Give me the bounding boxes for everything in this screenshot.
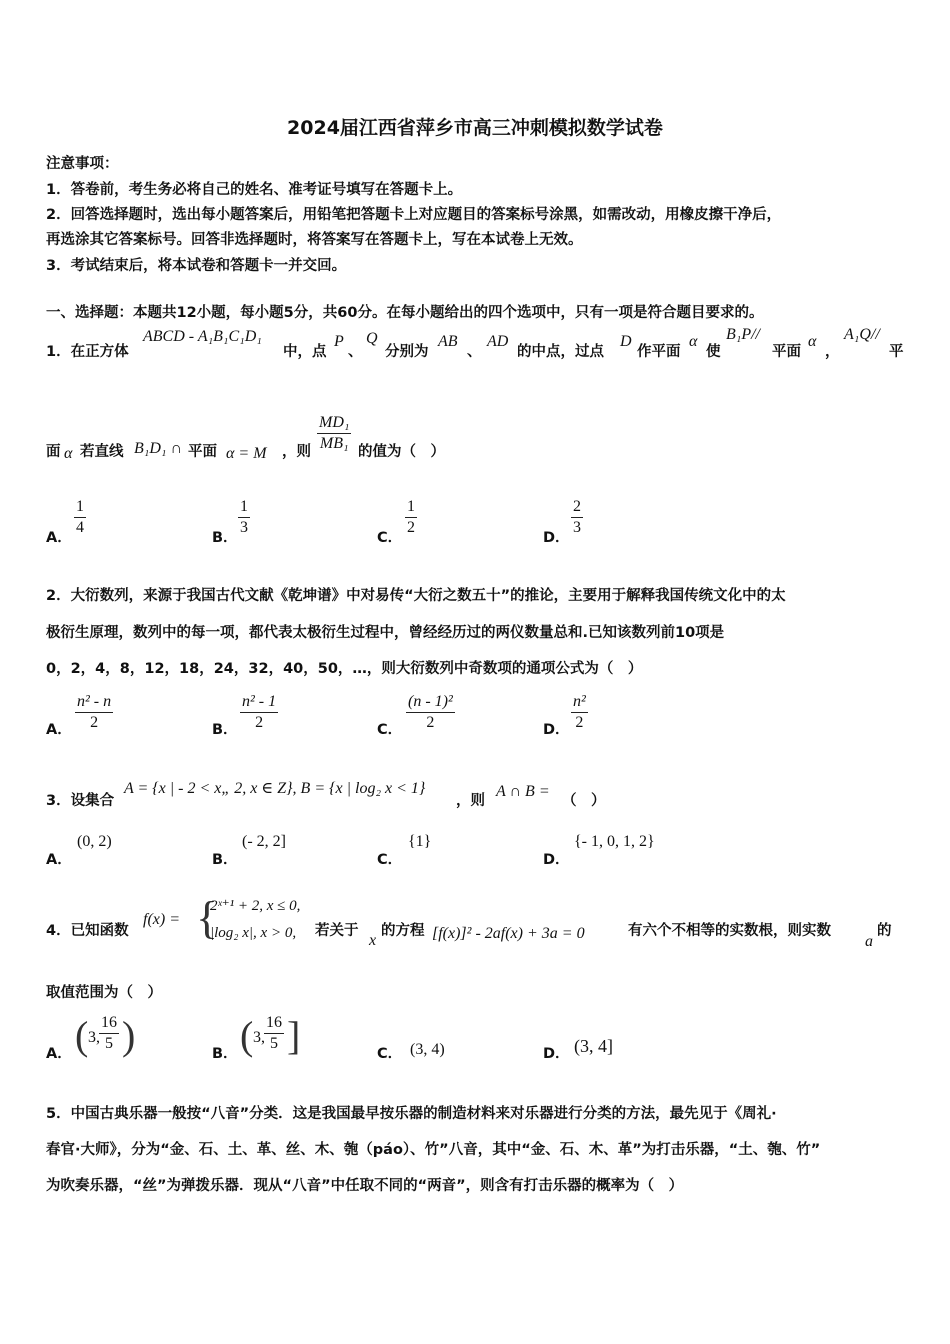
option-fraction — [264, 1013, 284, 1054]
page-title: 2024届江西省萍乡市高三冲刺模拟数学试卷 — [287, 117, 663, 139]
q1-text: 使 — [706, 344, 721, 360]
q4-text: 4．已知函数 — [46, 923, 129, 939]
q1-math: Q — [366, 330, 378, 347]
option-label: C． — [377, 1046, 403, 1062]
option-label: C． — [377, 852, 403, 868]
q3-math: A = {x | - 2 < x„ 2, x ∈ Z}, B = {x | log₂ x < 1} — [124, 780, 426, 797]
q4-case: |log₂ x|, x > 0, — [210, 925, 297, 941]
fraction-numerator: (n - 1)² — [406, 692, 455, 713]
fraction-denominator: 3 — [240, 519, 248, 536]
q1-text: 的值为（ ） — [358, 444, 445, 460]
q1-math: α — [808, 333, 817, 350]
option-label: A． — [46, 722, 72, 738]
q1-text: 平面 — [772, 344, 801, 360]
option-fraction — [240, 692, 278, 733]
option-interval-start: 3, — [253, 1029, 265, 1046]
notice-item: 3．考试结束后，将本试卷和答题卡一并交回。 — [46, 258, 347, 274]
q1-math: AB — [438, 333, 458, 350]
option-label: D． — [543, 530, 570, 546]
notice-item: 1．答卷前，考生务必将自己的姓名、准考证号填写在答题卡上。 — [46, 182, 463, 198]
q1-text: 作平面 — [637, 344, 681, 360]
q4-math: f(x) = — [143, 911, 180, 928]
q2-text: 2．大衍数列，来源于我国古代文献《乾坤谱》中对易传“大衍之数五十”的推论，主要用于解释我国传统文化中的太 — [46, 588, 786, 604]
option-label: D． — [543, 722, 570, 738]
q1-math: α = M — [226, 445, 267, 462]
q1-text: 面 — [46, 444, 61, 460]
option-fraction — [571, 692, 588, 733]
fraction-denominator: 2 — [575, 714, 584, 731]
fraction-denominator: 2 — [255, 714, 264, 731]
fraction-denominator: 2 — [90, 714, 99, 731]
fraction-denominator: MB₁ — [319, 435, 349, 452]
option-label: B． — [212, 530, 238, 546]
q1-text: 、 — [467, 344, 482, 360]
q1-math: α — [689, 333, 698, 350]
q1-text: 分别为 — [385, 344, 429, 360]
q1-math: B₁D₁ ∩ — [134, 440, 183, 457]
q1-text: 、 — [348, 344, 363, 360]
q1-text: 的中点，过点 — [517, 344, 604, 360]
option-fraction — [405, 497, 417, 538]
option-label: C． — [377, 530, 403, 546]
option-fraction — [571, 497, 583, 538]
fraction-numerator: MD₁ — [317, 413, 351, 434]
option-fraction — [99, 1013, 119, 1054]
option-label: B． — [212, 722, 238, 738]
fraction-denominator: 4 — [76, 519, 84, 536]
q3-text: ，则 — [456, 793, 485, 809]
left-paren: ( — [75, 1013, 89, 1058]
q1-ratio-fraction — [317, 413, 351, 454]
q4-text: 的 — [877, 923, 892, 939]
option-label: D． — [543, 1046, 570, 1062]
q3-text: 3．设集合 — [46, 793, 115, 809]
section-heading: 一、选择题：本题共12小题，每小题5分，共60分。在每小题给出的四个选项中，只有一项是符合题目要求的。 — [46, 305, 764, 321]
q1-text: 平 — [889, 344, 904, 360]
option-value: (3, 4] — [574, 1036, 613, 1056]
q1-text: 中，点 — [283, 344, 327, 360]
q4-math: [f(x)]² - 2af(x) + 3a = 0 — [432, 925, 585, 942]
option-label: A． — [46, 852, 72, 868]
option-value: (3, 4) — [410, 1041, 445, 1058]
fraction-denominator: 2 — [407, 519, 415, 536]
right-bracket: ] — [287, 1013, 301, 1058]
q1-math: A₁Q// — [844, 326, 880, 343]
piecewise-brace: { — [196, 892, 219, 943]
q1-math: B₁P// — [726, 326, 760, 343]
q1-text: ， — [825, 344, 840, 360]
option-label: B． — [212, 852, 238, 868]
fraction-numerator: n² - 1 — [240, 692, 278, 713]
q1-math: ABCD - A₁B₁C₁D₁ — [143, 328, 262, 345]
q4-text: 若关于 — [315, 923, 359, 939]
q1-math: D — [620, 333, 632, 350]
q3-math: A ∩ B = — [496, 783, 550, 800]
q2-text: 0，2，4，8，12，18，24，32，40，50，…，则大衍数列中奇数项的通项公式为（ ） — [46, 661, 643, 677]
notice-heading: 注意事项： — [46, 156, 119, 172]
fraction-numerator: 1 — [405, 497, 417, 518]
fraction-numerator: 16 — [264, 1013, 284, 1034]
q4-text: 的方程 — [381, 923, 425, 939]
option-value: {1} — [408, 833, 432, 850]
q5-text: 5．中国古典乐器一般按“八音”分类．这是我国最早按乐器的制造材料来对乐器进行分类的方法，最先见于《周礼· — [46, 1106, 777, 1122]
q5-text: 为吹奏乐器，“丝”为弹拨乐器．现从“八音”中任取不同的“两音”，则含有打击乐器的概率为（ ） — [46, 1178, 684, 1194]
q1-math: P — [334, 333, 344, 350]
q4-text: 取值范围为（ ） — [46, 985, 162, 1001]
fraction-denominator: 5 — [105, 1035, 113, 1052]
q4-math: x — [369, 932, 377, 949]
option-label: A． — [46, 530, 72, 546]
q1-text: 若直线 — [80, 444, 124, 460]
q1-text: ，则 — [282, 444, 311, 460]
option-fraction — [238, 497, 250, 538]
q1-math: AD — [487, 333, 509, 350]
fraction-numerator: 16 — [99, 1013, 119, 1034]
option-fraction — [406, 692, 455, 733]
option-interval-start: 3, — [88, 1029, 100, 1046]
fraction-numerator: 1 — [238, 497, 250, 518]
fraction-denominator: 2 — [426, 714, 435, 731]
q4-math: a — [865, 933, 873, 950]
fraction-numerator: 2 — [571, 497, 583, 518]
notice-item: 2．回答选择题时，选出每小题答案后，用铅笔把答题卡上对应题目的答案标号涂黑，如需改动，用橡皮擦干净后， — [46, 207, 782, 223]
q4-case: 2ˣ⁺¹ + 2, x ≤ 0, — [210, 898, 301, 914]
option-label: A． — [46, 1046, 72, 1062]
right-paren: ) — [122, 1013, 136, 1058]
q1-text: 1．在正方体 — [46, 344, 129, 360]
option-label: C． — [377, 722, 403, 738]
q4-text: 有六个不相等的实数根，则实数 — [628, 923, 831, 939]
q2-text: 极衍生原理，数列中的每一项，都代表太极衍生过程中，曾经经历过的两仪数量总和.已知该数列前10项是 — [46, 625, 725, 641]
left-paren: ( — [240, 1013, 254, 1058]
fraction-numerator: n² — [571, 692, 588, 713]
q1-text: 平面 — [188, 444, 217, 460]
option-fraction — [75, 692, 113, 733]
fraction-numerator: n² - n — [75, 692, 113, 713]
fraction-denominator: 5 — [270, 1035, 278, 1052]
option-value: (0, 2) — [77, 833, 112, 850]
q5-text: 春官·大师》，分为“金、石、土、革、丝、木、匏（páo）、竹”八音，其中“金、石、木、革”为打击乐器，“土、匏、竹” — [46, 1142, 821, 1158]
option-fraction — [74, 497, 86, 538]
q1-math: α — [64, 445, 73, 462]
option-label: B． — [212, 1046, 238, 1062]
option-value: {- 1, 0, 1, 2} — [574, 833, 655, 850]
fraction-denominator: 3 — [573, 519, 581, 536]
fraction-numerator: 1 — [74, 497, 86, 518]
notice-item: 再选涂其它答案标号。回答非选择题时，将答案写在答题卡上，写在本试卷上无效。 — [46, 232, 583, 248]
q3-text: （ ） — [562, 793, 606, 809]
option-label: D． — [543, 852, 570, 868]
option-value: (- 2, 2] — [242, 833, 286, 850]
